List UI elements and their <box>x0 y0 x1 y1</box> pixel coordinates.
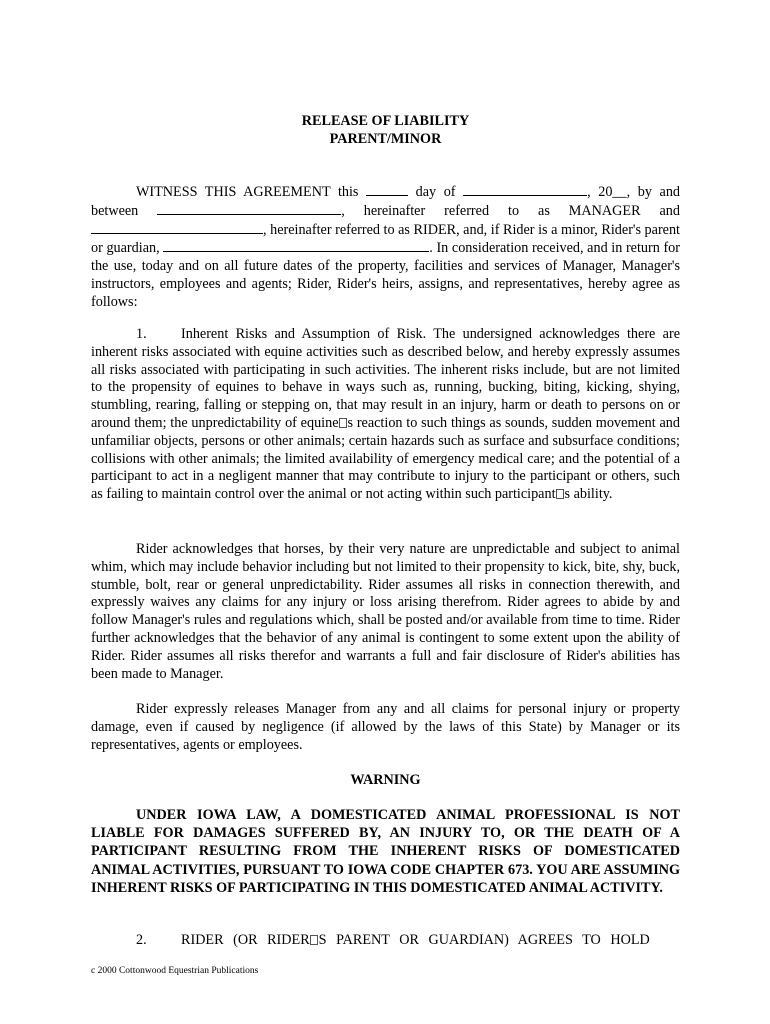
section-1-number: 1. <box>136 326 147 342</box>
footer-copyright: c 2000 Cottonwood Equestrian Publications <box>91 966 259 976</box>
warning-text: UNDER IOWA LAW, A DOMESTICATED ANIMAL PROFESSIONAL IS NOT LIABLE FOR DAMAGES SUFFERED BY, AN INJURY TO, OR THE DEATH OF A PARTICIPANT RESULTING FROM THE INHERENT RISKS OF DOMESTICATED ANIMAL ACTIVITIES, PURSUANT TO IOWA CODE CHAPTER 673. YOU ARE ASSUMING INHERENT RISKS OF PARTICIPATING IN THIS DOMESTICATED ANIMAL ACTIVITY. <box>91 807 680 896</box>
warning-heading: WARNING <box>350 772 421 788</box>
section-2-number: 2. <box>136 932 147 948</box>
witness-paragraph <box>91 183 680 312</box>
document-title <box>91 112 680 148</box>
manager-name-blank[interactable] <box>157 202 341 215</box>
section-1-text-c: s ability. <box>564 486 613 503</box>
rider-acknowledgment-paragraph: Rider acknowledges that horses, by their very nature are unpredictable and subject to animal whim, which may include behavior including but not limited to their propensity to kick, bite, shy, buck, stumble, bolt, rear or general unpredictability. Rider assumes all risks in connection therewith, and expressly waives any claims for any injury or loss arising therefrom. Rider agrees to abide by and follow Manager's rules and regulations which, shall be posted and/or available from time to time. Rider further acknowledges that the behavior of any animal is contingent to some extent upon the ability of Rider. Rider assumes all risks therefor and warrants a full and fair disclosure of Rider's abilities has been made to Manager. <box>91 541 680 682</box>
rider-name-blank[interactable] <box>91 221 263 234</box>
title-line-2: PARENT/MINOR <box>329 131 442 147</box>
section-1-text-a: Inherent Risks and Assumption of Risk. The undersigned acknowledges there are inherent risks associated with equine activities such as described below, and hereby expressly assumes all risks associated with participating in such activities. The inherent risks include, but are not limited to the propensity of equines to behave in ways such as, running, bucking, biting, kicking, shying, stumbling, rearing, falling or stepping on, that may result in an injury, harm or death to persons on or around them; the unpredictability of equine <box>91 326 680 431</box>
guardian-name-blank[interactable] <box>163 239 429 252</box>
section-2-text-a: RIDER (OR RIDER <box>181 932 310 948</box>
witness-text-2: day of <box>415 184 456 200</box>
missing-glyph-icon <box>556 489 564 499</box>
witness-text-4: , hereinafter referred to as MANAGER and <box>341 202 680 219</box>
section-1-text-b: s reaction to such things as sounds, sudden movement and unfamiliar objects, persons or other animals; certain hazards such as surface and subsurface conditions; collisions with other animals; the limited availability of emergency medical care; and the potential of a participant to act in a negligent manner that may contribute to injury to the participant or others, such as failing to maintain control over the animal or not acting within such participant <box>91 414 680 503</box>
section-2-paragraph <box>91 932 680 950</box>
day-blank[interactable] <box>366 183 408 196</box>
month-blank[interactable] <box>463 183 587 196</box>
witness-text-5: , hereinafter referred to as RIDER, and, if Rider is a minor, Rider's parent or guardian, <box>91 221 680 257</box>
section-2-text-b: S PARENT OR GUARDIAN) AGREES TO HOLD <box>318 932 650 948</box>
witness-text-3: , 20__, by and between <box>91 184 681 219</box>
missing-glyph-icon <box>339 418 347 428</box>
title-line-1: RELEASE OF LIABILITY <box>301 113 470 129</box>
section-1-paragraph <box>91 326 680 504</box>
document-page <box>91 0 680 1024</box>
witness-text-1: WITNESS THIS AGREEMENT this <box>136 184 359 200</box>
witness-text-6: . In consideration received, and in return for the use, today and on all future dates of the property, facilities and services of Manager, Manager's instructors, employees and agents; Rider, Rider's heirs, assigns, and representatives, hereby agree as follows: <box>91 240 681 310</box>
release-paragraph: Rider expressly releases Manager from any and all claims for personal injury or property damage, even if caused by negligence (if allowed by the laws of this State) by Manager or its representatives, agents or employees. <box>91 701 680 753</box>
missing-glyph-icon <box>310 935 318 945</box>
